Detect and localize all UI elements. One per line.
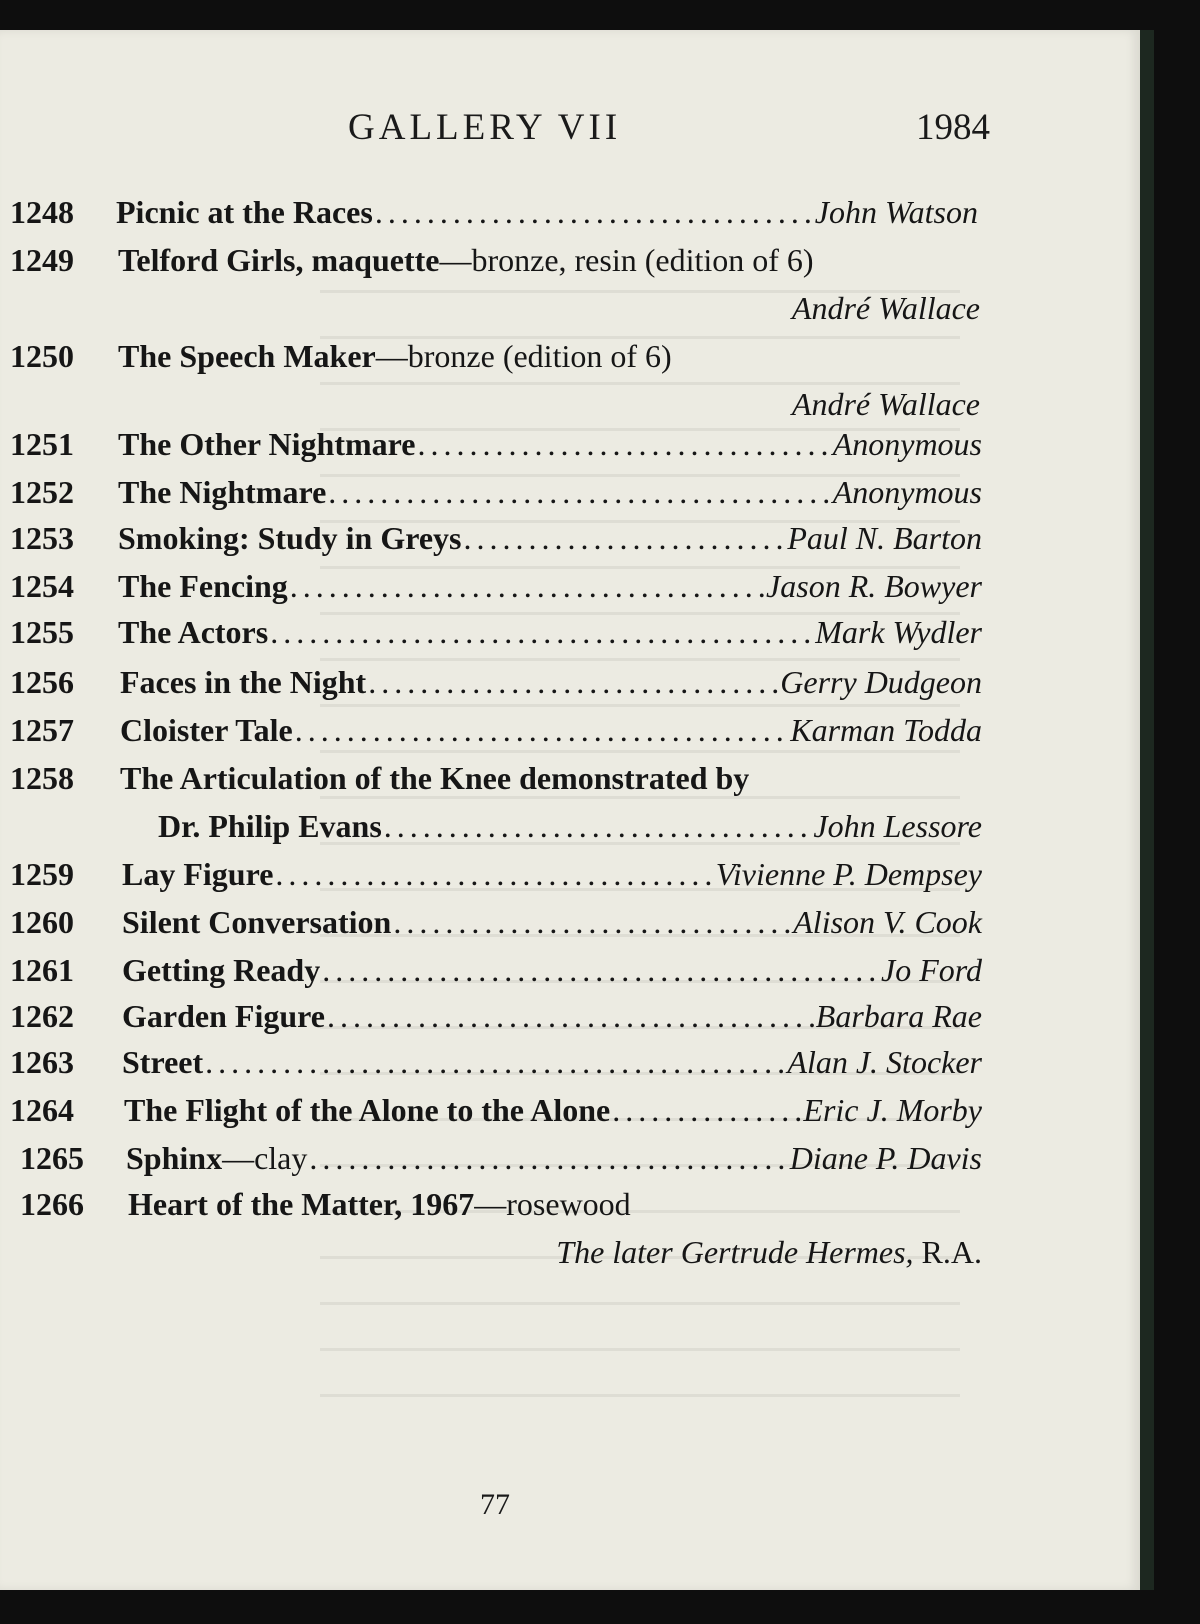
catalogue-entry <box>0 1092 990 1138</box>
book-cover-edge <box>1140 30 1154 1590</box>
entry-artist-line <box>556 1234 982 1271</box>
entry-title: Garden Figure <box>122 998 325 1034</box>
entry-number: 1252 <box>10 474 74 510</box>
entry-title: Street <box>122 1044 204 1080</box>
entry-title: Sphinx <box>126 1140 223 1176</box>
entry-artist: Anonymous <box>832 474 982 510</box>
entry-number: 1254 <box>10 568 74 604</box>
catalogue-entry <box>0 998 990 1044</box>
entry-number: 1257 <box>10 712 74 748</box>
dot-leader <box>415 426 832 463</box>
entry-number: 1256 <box>10 664 74 700</box>
entry-artist: Alan J. Stocker <box>787 1044 982 1080</box>
entry-medium: —bronze, resin (edition of 6) <box>439 242 814 278</box>
entry-artist: Mark Wydler <box>815 614 982 650</box>
catalogue-entry <box>0 426 990 472</box>
entry-number: 1255 <box>10 614 74 650</box>
dot-leader <box>366 664 780 701</box>
catalogue-entry-continued <box>0 808 990 854</box>
entry-title: Heart of the Matter, 1967 <box>128 1186 475 1222</box>
catalogue-entry <box>0 712 990 758</box>
running-head <box>0 106 990 156</box>
dot-leader <box>325 998 816 1035</box>
entry-title: The Fencing <box>118 568 288 604</box>
year: 1984 <box>916 107 990 148</box>
dot-leader <box>382 808 814 845</box>
entry-medium: —bronze (edition of 6) <box>375 338 672 374</box>
dot-leader <box>293 712 790 749</box>
entry-number: 1249 <box>10 242 74 278</box>
entry-title: Silent Conversation <box>122 904 392 940</box>
catalogue-entry <box>0 856 990 902</box>
dot-leader <box>462 520 788 557</box>
entry-artist: Jo Ford <box>880 952 982 988</box>
catalogue-entry <box>0 614 990 660</box>
entry-number: 1264 <box>10 1092 74 1128</box>
catalogue-entry <box>0 242 990 288</box>
entry-medium: —rosewood <box>474 1186 631 1222</box>
entry-artist: John Watson <box>814 194 978 230</box>
dot-leader <box>288 568 766 605</box>
entry-artist: Anonymous <box>832 426 982 462</box>
dot-leader <box>320 952 881 989</box>
catalogue-entry <box>0 1140 990 1186</box>
catalogue-entry <box>0 904 990 950</box>
entry-number: 1253 <box>10 520 74 556</box>
entry-medium: —clay <box>222 1140 308 1176</box>
entry-artist: Alison V. Cook <box>793 904 982 940</box>
dot-leader <box>307 1140 789 1177</box>
entry-artist: The later Gertrude Hermes, <box>556 1234 914 1270</box>
catalogue-entry <box>0 952 990 998</box>
entry-number: 1251 <box>10 426 74 462</box>
dot-leader <box>273 856 715 893</box>
entry-number: 1265 <box>20 1140 84 1176</box>
entry-title: The Other Nightmare <box>118 426 416 462</box>
entry-artist: Diane P. Davis <box>789 1140 982 1176</box>
catalogue-entry <box>0 1044 990 1090</box>
artist-suffix: R.A. <box>921 1234 982 1270</box>
dot-leader <box>326 474 832 511</box>
dot-leader <box>268 614 815 651</box>
entry-artist: Gerry Dudgeon <box>780 664 982 700</box>
entry-title: Smoking: Study in Greys <box>118 520 462 556</box>
page-number: 77 <box>480 1488 510 1521</box>
gallery-title: GALLERY VII <box>348 107 622 148</box>
entry-title-continued: Dr. Philip Evans <box>158 808 382 844</box>
entry-artist: André Wallace <box>791 386 980 422</box>
entry-title: Cloister Tale <box>120 712 293 748</box>
catalogue-entry <box>0 194 990 240</box>
entry-title: Telford Girls, maquette <box>118 242 440 278</box>
entry-number: 1258 <box>10 760 74 796</box>
dot-leader <box>203 1044 787 1081</box>
entry-artist: Eric J. Morby <box>803 1092 982 1128</box>
dot-leader <box>373 194 815 231</box>
dot-leader <box>391 904 793 941</box>
entry-artist: Karman Todda <box>790 712 982 748</box>
entry-number: 1263 <box>10 1044 74 1080</box>
entry-number: 1248 <box>10 194 74 230</box>
entry-title: Lay Figure <box>122 856 274 892</box>
catalogue-entry <box>0 664 990 710</box>
entry-title: The Flight of the Alone to the Alone <box>124 1092 611 1128</box>
catalogue-entry <box>0 474 990 520</box>
entry-artist: Vivienne P. Dempsey <box>715 856 982 892</box>
entry-artist: Paul N. Barton <box>787 520 982 556</box>
catalogue-entry <box>0 1186 990 1232</box>
entry-title: The Nightmare <box>118 474 327 510</box>
catalogue-entry <box>0 338 990 384</box>
entry-number: 1250 <box>10 338 74 374</box>
dot-leader <box>610 1092 803 1129</box>
entry-number: 1262 <box>10 998 74 1034</box>
catalogue-entry <box>0 520 990 566</box>
entry-number: 1259 <box>10 856 74 892</box>
entry-title: The Articulation of the Knee demonstrated by <box>120 760 750 796</box>
entry-title: Faces in the Night <box>120 664 367 700</box>
entry-artist: André Wallace <box>791 290 980 326</box>
entry-artist: John Lessore <box>813 808 982 844</box>
entry-artist: Jason R. Bowyer <box>766 568 982 604</box>
entry-number: 1261 <box>10 952 74 988</box>
entry-title: The Speech Maker <box>118 338 376 374</box>
catalogue-entry <box>0 568 990 614</box>
entry-title: The Actors <box>118 614 269 650</box>
entry-number: 1260 <box>10 904 74 940</box>
entry-number: 1266 <box>20 1186 84 1222</box>
entry-title: Picnic at the Races <box>116 194 373 230</box>
entry-artist: Barbara Rae <box>815 998 982 1034</box>
entry-title: Getting Ready <box>122 952 321 988</box>
catalogue-entry <box>0 760 990 806</box>
